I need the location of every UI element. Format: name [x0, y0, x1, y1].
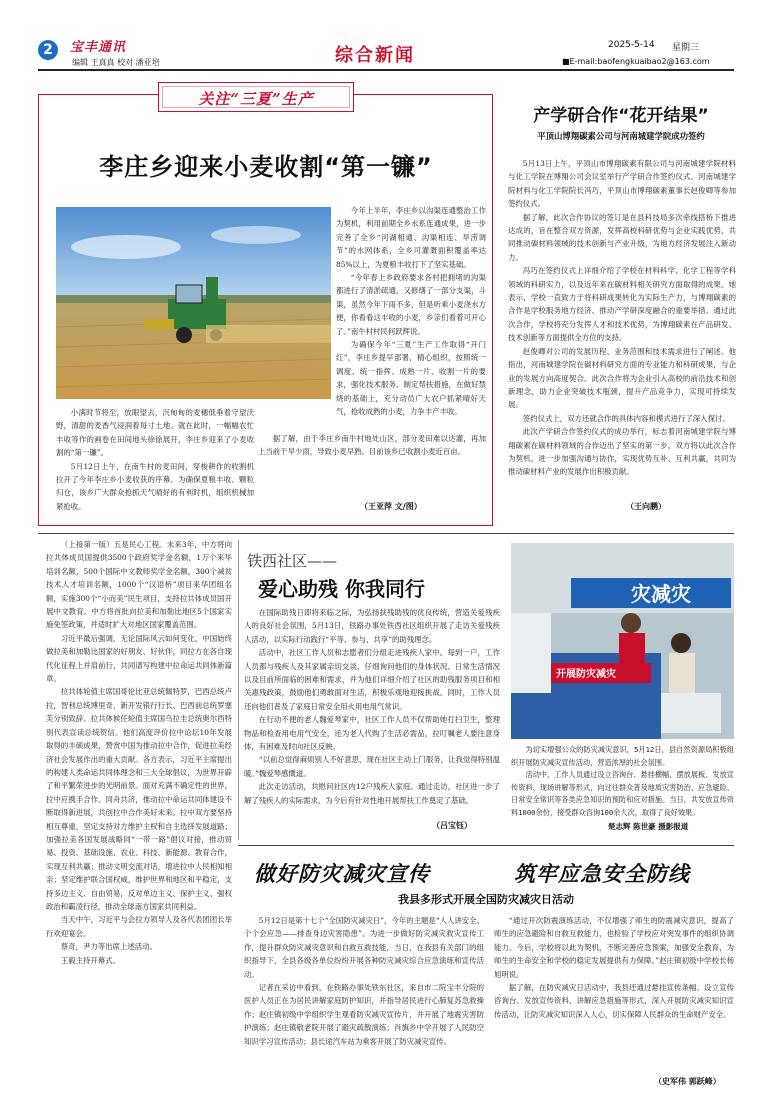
story2-subhead: 平顶山博翔碳素公司与河南城建学院成功签约	[537, 131, 705, 141]
email: ■E-mail:baofengkuaibao2@163.com	[562, 57, 710, 66]
wheat-harvest-photo	[56, 207, 331, 399]
weekday: 星期三	[672, 43, 700, 53]
story4-text-right: “通过开次防震演练活动，不仅增强了师生的防震减灾意识，提高了师生的应急避险和自救互救能力，也检验了学校应对突发事件的组织协调能力。今后，学校将以此为契机，不断完善应急预案，加强安全教育，为师生的生命安全和学校的稳定发展提供有力保障。”赵庄镇初级中学校长杨旭明说。 据了解，在防灾减灾日活动中，我县还通过悬挂宣传条幅、设立宣传咨询台、发放宣传资料、讲解应急措施等形式，深入开展防灾减灾知识宣传活动，让防灾减灾知识深入人心，切实保障人民群众的生命财产安全。	[494, 916, 734, 1019]
story4-byline: （史军伟 郭跃峰）	[654, 1076, 721, 1086]
story4-top-rule	[238, 845, 734, 846]
story2-byline: （王向鹏）	[626, 501, 666, 511]
photo-byline: 楚志辉 陈世豪 摄影报道	[608, 822, 689, 831]
brand-logo: 宝丰通讯	[70, 40, 127, 55]
story1-left-text: 小满时节将至，放眼望去，沉甸甸的麦穗低垂着守望沃野，清甜的麦香气浸润着每寸土地。就在此时，一幅幅农忙丰收等作的画卷在田间地头徐徐展开，李庄乡迎来了小麦收割的“第一镰”。 5月12日上午，在南牛村的麦田间，穿梭耕作的收割机拉开了今年李庄乡小麦收获的序幕。为确保夏粮丰收、颗粒归仓，该乡广大群众抢抓天气晴好的有利时机，组织机械加紧抢收。	[56, 408, 254, 511]
story2-headline: 产学研合作“花开结果”	[533, 106, 709, 126]
disaster-prevention-photo	[511, 543, 734, 739]
story3-byline: （吕宝钰）	[432, 820, 472, 830]
story1-tail-text: 据了解，由于李庄乡南牛村地处山区，部分麦田难以达灌，再加上当前干旱少雨，导致小麦早熟。目前该乡已收割小麦近百亩。	[258, 434, 486, 457]
story4-text-left: 5月12日是第十七个“全国防灾减灾日”，今年的主题是“人人讲安全、个个会应急——排查身边灾害隐患”。为进一步做好防灾减灾救灾宣传工作，提升群众防灾减灾意识和自救互救技能，当日，在我县有关部门的组织指导下，全县各级各单位纷纷开展各种防灾减灾综合应急演练和宣传活动。 记者在采访中看到，在铁路办事处铁东社区，来自市二院宝丰分院的医护人员正在为居民讲解家庭防护知识，并指导居民进行心肺复苏急救操作；赵庄镇初级中学组织学生观看防灾减灾宣传片，并开展了地震灾害防护演练；赵庄镇敬老院开展了避灾疏散演练；肖旗乡中学开展了人民防空知识学习宣传活动；县长途汽车站为乘客开展了防灾减灾宣传。	[244, 916, 484, 1046]
story1-headline: 李庄乡迎来小麦收割“第一镰”	[99, 153, 433, 181]
header-rule	[38, 69, 734, 71]
story4-headline-2: 筑牢应急安全防线	[514, 861, 690, 886]
photo-table-banner: 开展防灾减灾	[556, 669, 616, 680]
story3-text: 在国际助残日即将来临之际，为弘扬扶残助残的优良传统，营造关爱残疾人的良好社会氛围，5月13日，铁路办事处铁西社区组织开展了走访关爱残疾人活动，以实际行动践行“平等、参与、共享”的助残理念。 活动中，社区工作人员和志愿者们分组走进残疾人家中。每到一户，工作人员都与残疾人及其家属亲切交谈，仔细询问他们的身体状况、日常生活情况以及目前所面临的困难和需求，并为他们详细介绍了社区的助残服务项目和相关惠残政策，鼓励他们勇敢面对生活，积极乐观地迎接挑战。同时，工作人员还向他们普及了家庭日常安全用火用电用气常识。 在行动不便的老人魏爱琴家中，社区工作人员不仅帮助她打扫卫生，整理物品和检查用电用气安全，还为老人代购了生活必需品，拉叮嘱老人要注意身体，有困难及时向社区反映。 “以前总觉得麻烦别人不好意思，现在社区主动上门服务，让我觉得特别温暖。”魏爱琴感慨道。 此次走访活动，共慰问社区内12户残疾人家庭。通过走访，社区进一步了解了残疾人的实际需求，为今后有针对性地开展帮扶工作奠定了基础。	[244, 608, 500, 805]
story4-subhead: 我县多形式开展全国防灾减灾日活动	[398, 893, 574, 906]
story1-banner-text: 关注“三夏”生产	[198, 90, 314, 108]
column-rule	[238, 540, 239, 840]
photo-sign-text: 灾减灾	[631, 582, 691, 606]
story4-headline-1: 做好防灾减灾宣传	[254, 861, 430, 886]
credits: 编辑 王真真 校对 潘亚培	[72, 58, 160, 67]
section-divider	[38, 533, 734, 534]
story1-right-text: 今年上半年，李庄乡以沟渠连通整治工作为契机，利用前期全乡水系连通成果，进一步完善了全乡“河湖相通、沟渠相连、旱涝调节”的水网体系，全乡可灌溉面积覆盖率达85%以上，为夏粮丰收打下了坚实基础。 “今年春上乡政府要求各村把拥堵的沟渠都进行了清淤疏通，又修缮了一部分支渠，斗渠，虽然今年下雨不多，但是听乘小麦浇水方便，你看看这丰收的小麦，乡亲们看着可开心了。”南牛村村民何跃辉说。 为确保今年“三夏”生产工作取得“开门红”，李庄乡提早部署，精心组织，按照统一调度、统一指挥、成熟一片、收割一片的要求，强化技术服务、制定帮扶措施，在做好禁烧的基础上，充分动员广大农户抓紧晴好天气，抢收成熟的小麦，力争丰产丰收。	[336, 206, 486, 417]
page-number-badge: 2	[38, 40, 58, 60]
story3-headline: 爱心助残 你我同行	[258, 577, 425, 601]
continued-column: （上接第一版）五是民心工程。未来3年，中方将向拉共体成员国提供3500个政府奖学金名额，1万个来华培训名额，500个国际中文教师奖学金名额，300个减贫技术人才培训名额，1000个“汉语桥”项目来华团组名额，实施300个“小而美”民生项目，支持拉共体成员国开展中文教育。中方将首批向拉美和加勒比地区5个国家实施免签政策，并适时扩大对地区国家覆盖范围。 习近平最后强调，无论国际风云如何变化，中国始终做拉美和加勒比国家的好朋友、好伙伴，同拉方在各自现代化征程上并肩前行，共同谱写构建中拉命运共同体新篇章。 拉共体轮值主席国哥伦比亚总统佩特罗，巴西总统卢拉，智利总统博里奇，新开发银行行长、巴西前总统罗塞芙分别致辞。拉共体候任轮值主席国乌拉圭总统奥尔西特别代表宣读总统贺信。他们高度评价拉中论坛10年发展取得的丰硕成果，赞赏中国为推动拉中合作，促进拉美经济社会发展作出的重大贡献。各方表示，习近平主席提出的构建人类命运共同体理念和三大全球倡议，为世界开辟了和平繁荣进步的光明前景。面对充满不确定性的世界，拉中应携手合作、同舟共济，推动拉中命运共同体建设不断取得新进展，共创拉中合作美好未来。拉中双方要坚持相互尊重，坚定支持对方维护主权和自主选择发展道路；加强拉美各国发展战略同“一带一路”倡议对接，推动贸易、投资、基础设施、农业、科技、新能源、教育合作，实现互利共赢；推动文明交流对话，增进拉中人民相知相亲；坚定维护联合国权威，维护世界和地区和平稳定，支持多边主义、自由贸易，反对单边主义、保护主义、强权政治和霸凌行径，推动全球南方国家共同利益。 当天中午，习近平与会拉方领导人及各代表团团长举行欢迎宴会。 蔡奇，尹力等出席上述活动。 王毅主持开幕式。	[46, 540, 232, 965]
date: 2025-5-14	[608, 40, 655, 50]
section-title: 综合新闻	[335, 45, 415, 66]
story1-byline: （王亚萍 文/图）	[360, 501, 422, 511]
story3-kicker: 铁西社区——	[247, 552, 338, 570]
story2-text: 5月13日上午，平顶山市博翔碳素有限公司与河南城建学院材料与化工学院在博翔公司会议室举行产学研合作签约仪式。河南城建学院材料与化工学院院长冯巧，平顶山市博翔碳素董事长赵俊卿等参加签约仪式。 据了解，此次合作协议的签订是在县科技局多次牵线搭桥下推进达成的，旨在整合双方资源，发挥高校科研优势与企业实践优势，共同推动碳材料领域的技术创新与产业升级，为地方经济发展注入新动力。 冯巧在签约仪式上详细介绍了学校在材料科学、化学工程等学科领域的科研实力，以及近年来在碳材料相关研究方面取得的成果。她表示，学校一直致力于将科研成果转化为实际生产力，与博翔碳素的合作是学校服务地方经济、推动产学研深度融合的重要举措。通过此次合作，学校将充分发挥人才和技术优势，为博翔碳素在产品研发、技术创新等方面提供全方位的支持。 赵俊卿对公司的发展历程、业务范围和技术需求进行了阐述。他指出，河南城建学院在碳材料研究方面的专业能力和科研成果，与企业的发展方向高度契合。此次合作将为企业引入高校的前沿技术和创新理念，助力企业突破技术瓶颈，提升产品竞争力，实现可持续发展。 签约仪式上，双方还就合作的具体内容和模式进行了深入探讨。 此次产学研合作签约仪式的成功举行，标志着河南城建学院与博翔碳素在碳材料领域的合作迈出了坚实的第一步。双方将以此次合作为契机，进一步加强沟通与协作，实现优势互补、互利共赢，共同为推动碳材料产业的发展作出积极贡献。	[508, 159, 736, 477]
photo-caption: 为切实增强公众的防灾减灾意识，5月12日，县自然资源局积极组织开展防灾减灾宣传活动，营造浓厚的社会氛围。 活动中，工作人员通过设立咨询台、悬挂横幅、摆放展板、发放宣传资料、现场讲解等形式，向过往群众普及地质灾害防治、应急避险、日常安全常识等各类应急知识的预防和应对措施。当日，共发放宣传资料1000余份，接受群众咨询100余人次，取得了良好效果。	[511, 745, 734, 817]
